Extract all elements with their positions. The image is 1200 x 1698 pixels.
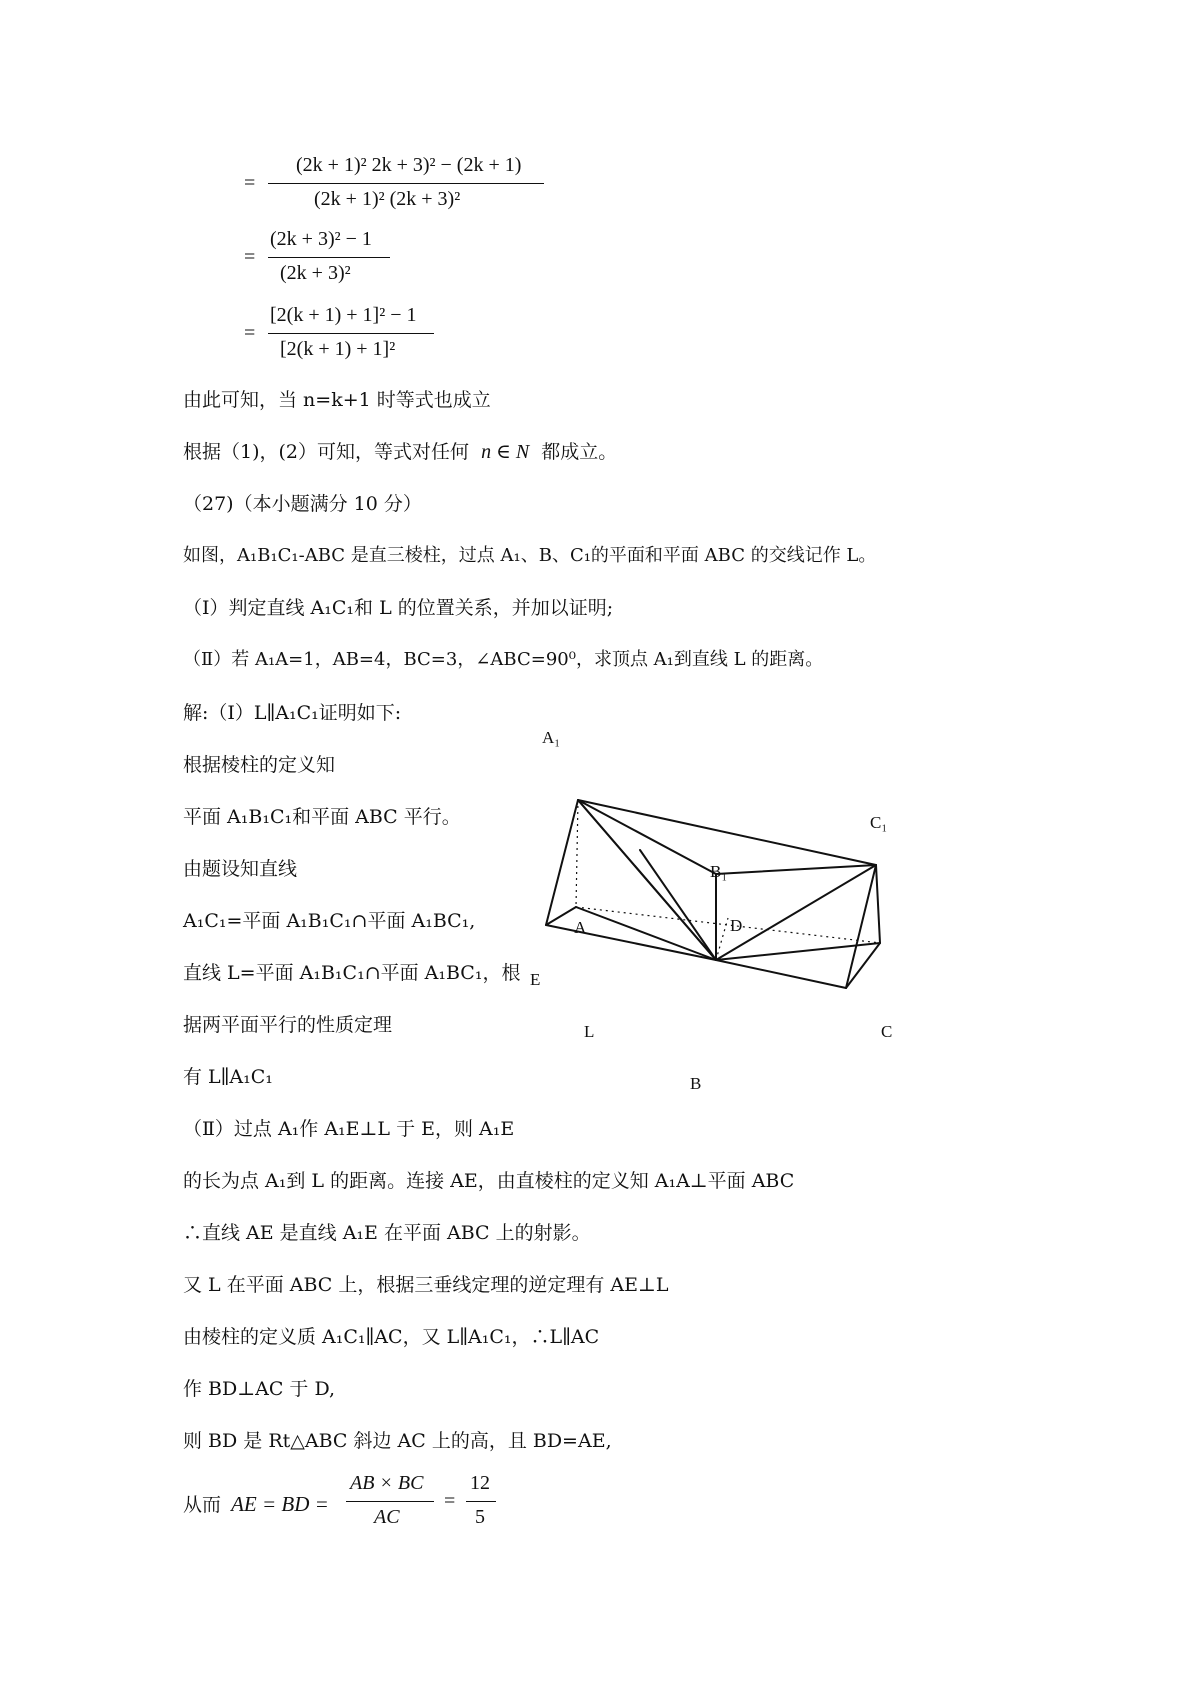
text-line-21: 则 BD 是 Rt△ABC 斜边 AC 上的高，且 BD=AE, bbox=[183, 1430, 612, 1452]
text-line-16: 的长为点 A₁到 L 的距离。连接 AE，由直棱柱的定义知 A₁A⊥平面 ABC bbox=[183, 1170, 795, 1192]
label-e: E bbox=[530, 970, 541, 989]
fraction-2-numerator: (2k + 3)² − 1 bbox=[270, 228, 372, 250]
label-a1: A₁ bbox=[542, 728, 561, 747]
label-c: C bbox=[881, 1022, 893, 1041]
label-a: A bbox=[574, 918, 587, 937]
text-line-2-a: 根据（1)，(2）可知，等式对任何 bbox=[183, 441, 470, 463]
edge-a1-b1 bbox=[578, 800, 716, 874]
edge-b1-c1 bbox=[716, 865, 876, 874]
text-line-2-b: 都成立。 bbox=[541, 441, 618, 463]
text-line-19: 由棱柱的定义质 A₁C₁∥AC，又 L∥A₁C₁，∴L∥AC bbox=[183, 1326, 600, 1348]
text-line-9: 平面 A₁B₁C₁和平面 ABC 平行。 bbox=[183, 806, 461, 828]
fraction-1-numerator: (2k + 1)² 2k + 3)² − (2k + 1) bbox=[296, 154, 522, 176]
text-line-20: 作 BD⊥AC 于 D, bbox=[183, 1378, 336, 1400]
equals-sign-2: = bbox=[244, 246, 256, 268]
text-line-12: 直线 L=平面 A₁B₁C₁∩平面 A₁BC₁，根 bbox=[183, 962, 521, 984]
label-d: D bbox=[730, 916, 743, 935]
fraction-2-denominator: (2k + 3)² bbox=[280, 262, 351, 284]
fraction-4-numerator: AB × BC bbox=[350, 1472, 424, 1494]
text-line-13: 据两平面平行的性质定理 bbox=[183, 1014, 393, 1036]
fraction-5-denominator: 5 bbox=[475, 1506, 485, 1528]
text-line-22-a: 从而 bbox=[183, 1494, 222, 1516]
edge-a1-a-hidden bbox=[576, 800, 578, 907]
edge-b-a1-diag bbox=[640, 850, 716, 960]
text-line-2-math: n ∈ N bbox=[481, 441, 530, 463]
edge-a1-c1 bbox=[578, 800, 876, 865]
text-line-14: 有 L∥A₁C₁ bbox=[183, 1066, 273, 1088]
edge-a1-e bbox=[546, 800, 578, 925]
text-line-3: （27)（本小题满分 10 分） bbox=[183, 493, 422, 515]
fraction-1-denominator: (2k + 1)² (2k + 3)² bbox=[314, 188, 461, 210]
text-line-17: ∴直线 AE 是直线 A₁E 在平面 ABC 上的射影。 bbox=[183, 1222, 591, 1244]
text-line-8: 根据棱柱的定义知 bbox=[183, 754, 336, 776]
text-line-10: 由题设知直线 bbox=[183, 858, 298, 880]
edge-c1-c bbox=[876, 865, 880, 943]
label-b: B bbox=[690, 1074, 702, 1093]
edge-a-b bbox=[576, 907, 716, 960]
text-line-7: 解:（Ⅰ）L∥A₁C₁证明如下: bbox=[183, 702, 402, 724]
equals-sign-1: = bbox=[244, 172, 256, 194]
fraction-3-denominator: [2(k + 1) + 1]² bbox=[280, 338, 396, 360]
text-line-11: A₁C₁=平面 A₁B₁C₁∩平面 A₁BC₁, bbox=[183, 910, 476, 932]
fraction-5-numerator: 12 bbox=[470, 1472, 490, 1494]
equals-sign-4: = bbox=[444, 1490, 456, 1512]
fraction-4-denominator: AC bbox=[374, 1506, 400, 1528]
text-line-1: 由此可知，当 n=k+1 时等式也成立 bbox=[183, 389, 491, 411]
text-line-6: （Ⅱ）若 A₁A=1，AB=4，BC=3，∠ABC=90⁰，求顶点 A₁到直线 L 的距离。 bbox=[183, 649, 824, 670]
label-c1: C₁ bbox=[870, 813, 888, 832]
text-line-15: （Ⅱ）过点 A₁作 A₁E⊥L 于 E，则 A₁E bbox=[183, 1118, 515, 1140]
label-b1: B₁ bbox=[710, 862, 728, 881]
equals-sign-3: = bbox=[244, 322, 256, 344]
text-line-4: 如图，A₁B₁C₁-ABC 是直三棱柱，过点 A₁、B、C₁的平面和平面 ABC 的交线记作 L。 bbox=[183, 545, 877, 566]
label-l: L bbox=[584, 1022, 595, 1041]
text-line-5: （Ⅰ）判定直线 A₁C₁和 L 的位置关系，并加以证明; bbox=[183, 597, 614, 619]
text-line-18: 又 L 在平面 ABC 上，根据三垂线定理的逆定理有 AE⊥L bbox=[183, 1274, 669, 1296]
fraction-3-numerator: [2(k + 1) + 1]² − 1 bbox=[270, 304, 417, 326]
line-l bbox=[716, 960, 846, 988]
text-line-22-math: AE = BD = bbox=[231, 1492, 329, 1516]
